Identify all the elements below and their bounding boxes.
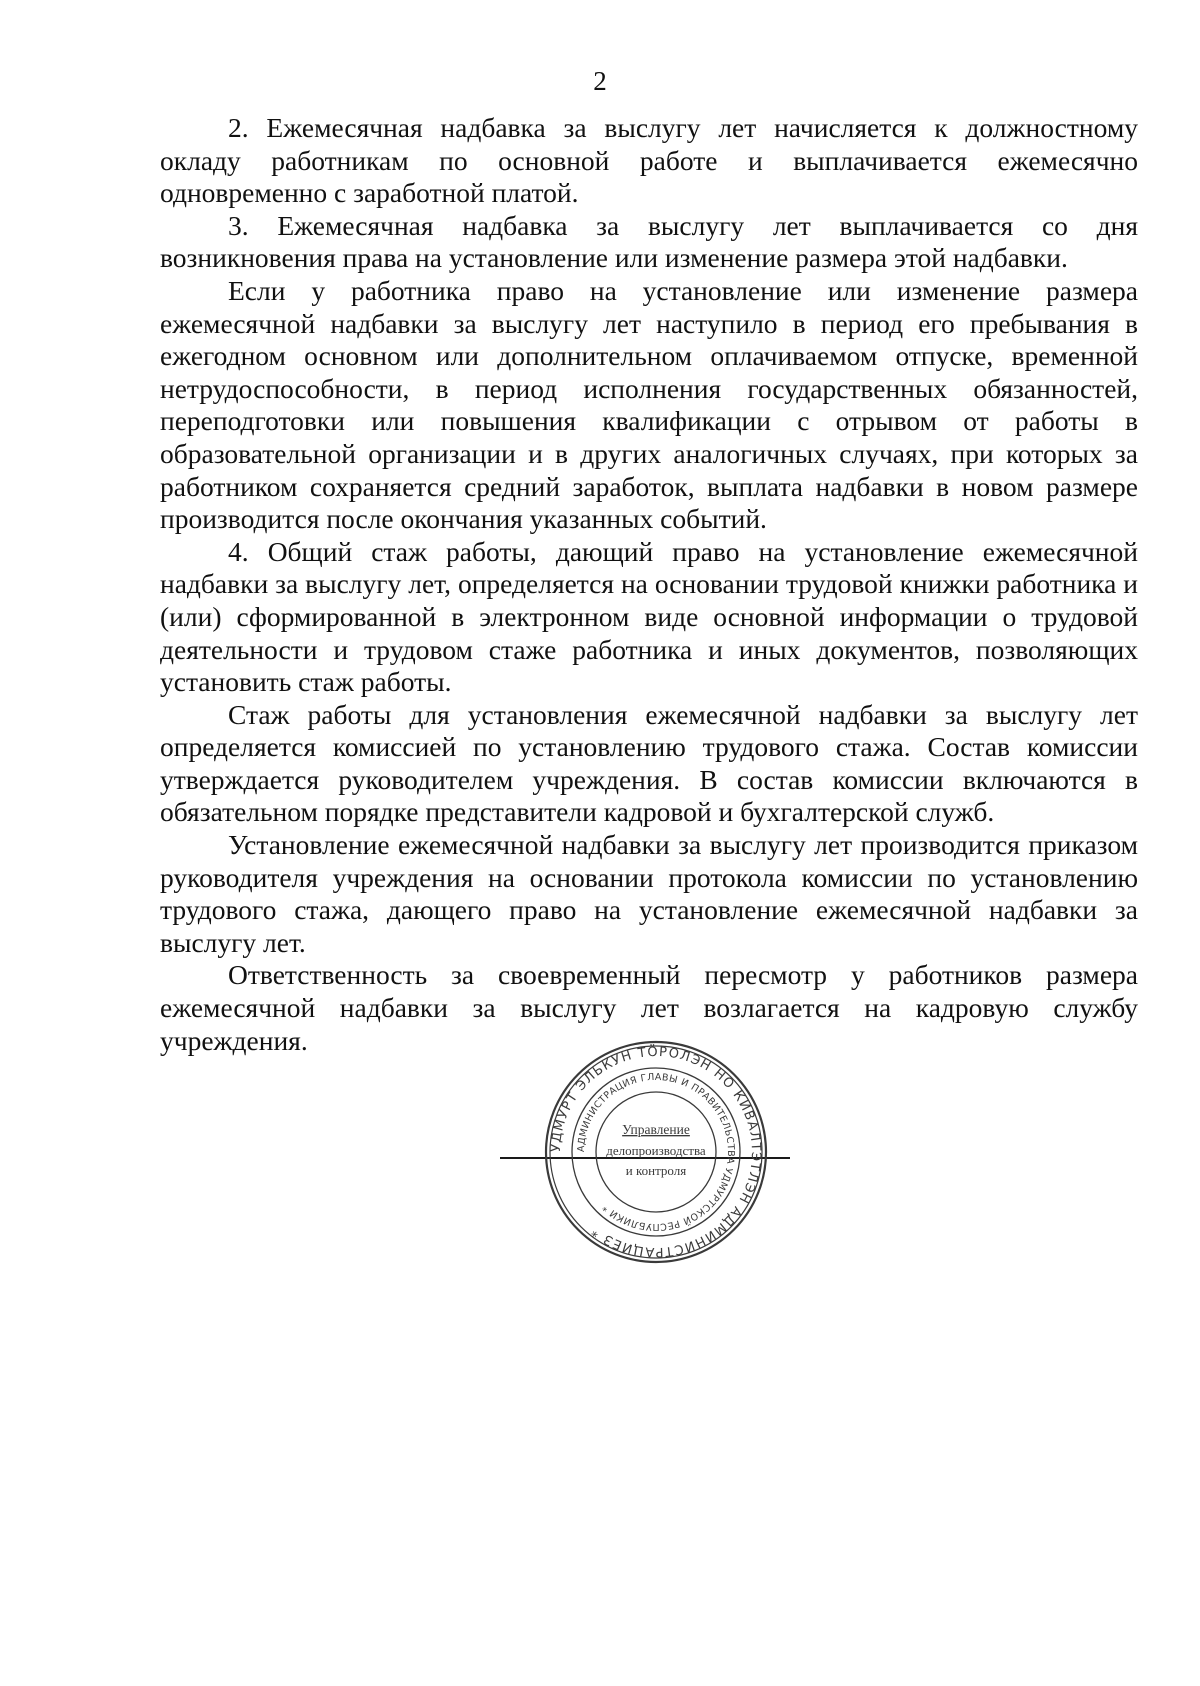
stamp-center-line-2: делопроизводства xyxy=(606,1143,706,1158)
paragraph-order: Установление ежемесячной надбавки за выслугу лет производится приказом руководителя учреждения на основании протокола комиссии по установлению трудового стажа, дающего право на установление ежемесячной надбавки за выслугу лет. xyxy=(160,829,1138,958)
stamp-center-line-1: Управление xyxy=(622,1122,690,1137)
document-body xyxy=(160,112,1138,1057)
stamp-center-line-3: и контроля xyxy=(625,1163,687,1178)
paragraph-item-3: 3. Ежемесячная надбавка за выслугу лет выплачивается со дня возникновения права на установление или изменение размера этой надбавки. xyxy=(160,209,1138,274)
page-number: 2 xyxy=(593,66,607,96)
paragraph-responsibility: Ответственность за своевременный пересмотр у работников размера ежемесячной надбавки за выслугу лет возлагается на кадровую службу учреждения. xyxy=(160,959,1138,1056)
stamp-seal-graphic xyxy=(542,1038,770,1266)
paragraph-commission: Стаж работы для установления ежемесячной надбавки за выслугу лет определяется комиссией по установлению трудового стажа. Состав комиссии утверждается руководителем учреждения. В состав комиссии включаются в обязательном порядке представители кадровой и бухгалтерской служб. xyxy=(160,698,1138,828)
paragraph-item-3-detail: Если у работника право на установление или изменение размера ежемесячной надбавки за выслугу лет наступило в период его пребывания в ежегодном основном или дополнительном оплачиваемом отпуске, временной нетрудоспособности, в период исполнения государственных обязанностей, переподготовки или повышения квалификации с отрывом от работы в образовательной организации и в других аналогичных случаях, при которых за работником сохраняется средний заработок, выплата надбавки в новом размере производится после окончания указанных событий. xyxy=(160,274,1138,535)
official-stamp xyxy=(542,1038,770,1266)
paragraph-item-2: 2. Ежемесячная надбавка за выслугу лет начисляется к должностному окладу работникам по основной работе и выплачивается ежемесячно одновременно с заработной платой. xyxy=(160,112,1138,209)
stamp-outer-text: УДМУРТ ЭЛЬКУН ТӦРОЛЭН НО КИВАЛТЭТЛЭН АДМИНИСТРАЦИЕЗ * xyxy=(548,1044,764,1260)
paragraph-item-4: 4. Общий стаж работы, дающий право на установление ежемесячной надбавки за выслугу лет, определяется на основании трудовой книжки работника и (или) сформированной в электронном виде основной информации о трудовой деятельности и трудовом стаже работника и иных документов, позволяющих установить стаж работы. xyxy=(160,535,1138,698)
stamp-inner-text: АДМИНИСТРАЦИЯ ГЛАВЫ И ПРАВИТЕЛЬСТВА УДМУРТСКОЙ РЕСПУБЛИКИ * xyxy=(575,1071,737,1233)
